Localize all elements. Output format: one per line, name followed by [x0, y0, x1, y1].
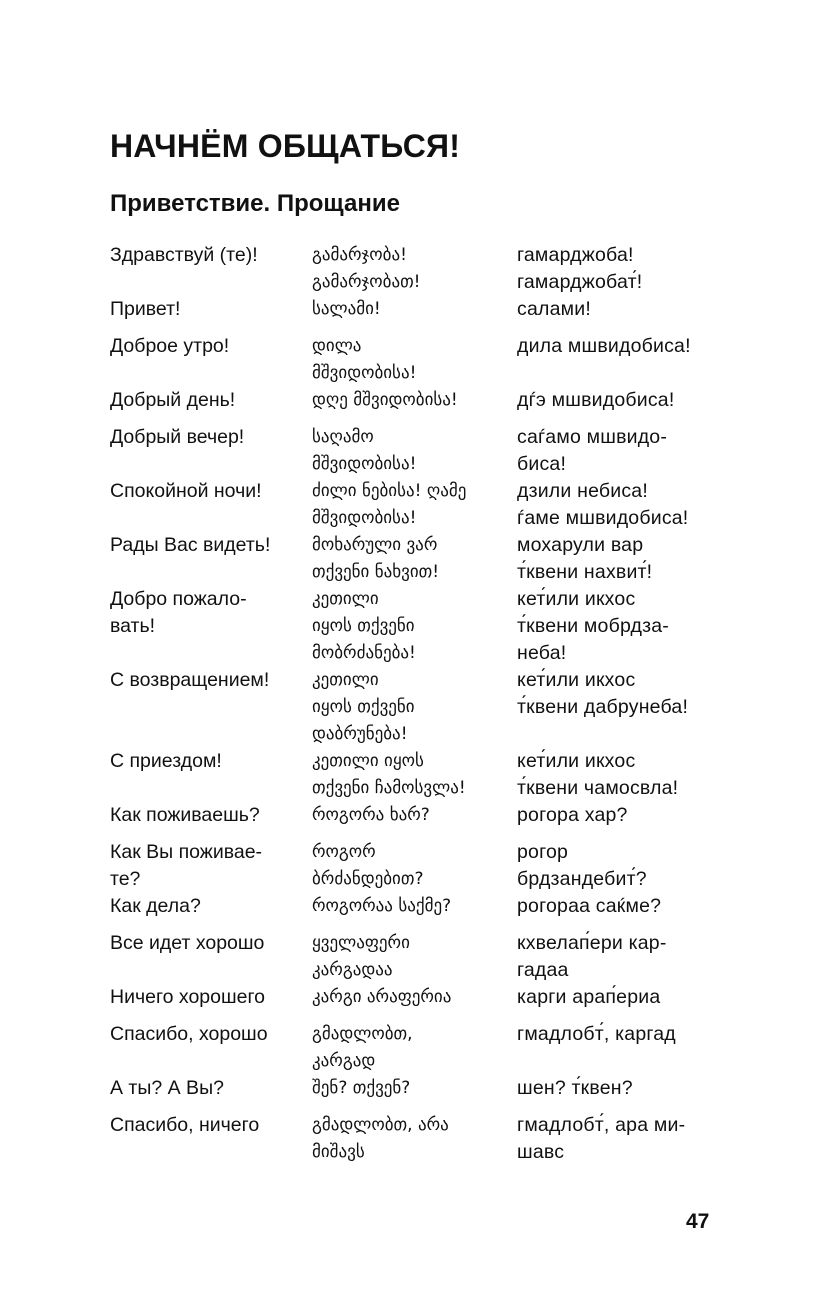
- transliteration: [517, 1021, 717, 1048]
- transliteration: [517, 1075, 717, 1102]
- transliteration-line: рогора хар?: [517, 804, 628, 826]
- phrase-row: [110, 984, 720, 1011]
- transliteration: [517, 1112, 717, 1166]
- transliteration-line: т́квени мобрдза-: [517, 615, 670, 637]
- transliteration-line: дзили небиса!: [517, 480, 648, 502]
- russian-phrase-line: Спасибо, ничего: [110, 1114, 260, 1136]
- russian-phrase: [110, 1075, 312, 1102]
- phrase-row: [110, 532, 720, 586]
- phrase-row: [110, 748, 720, 802]
- georgian-phrase-line: ბრძანდებით?: [312, 869, 424, 889]
- transliteration: [517, 893, 717, 920]
- russian-phrase: [110, 242, 312, 269]
- georgian-phrase-line: მობრძანება!: [312, 643, 416, 663]
- phrase-row: [110, 893, 720, 920]
- georgian-phrase-line: მშვიდობისა!: [312, 363, 417, 383]
- phrase-row: [110, 1021, 720, 1075]
- russian-phrase: [110, 748, 312, 775]
- russian-phrase: [110, 802, 312, 829]
- russian-phrase: [110, 839, 312, 893]
- georgian-phrase: [312, 586, 517, 667]
- russian-phrase: [110, 333, 312, 360]
- phrase-table: [110, 242, 720, 1166]
- georgian-phrase-line: კეთილი: [312, 589, 379, 609]
- georgian-phrase: [312, 532, 517, 586]
- transliteration-line: кхвелап́ери кар-: [517, 932, 667, 954]
- georgian-phrase: [312, 667, 517, 748]
- transliteration: [517, 802, 717, 829]
- russian-phrase-line: С возвращением!: [110, 669, 270, 691]
- georgian-phrase: [312, 930, 517, 984]
- georgian-phrase-line: კარგი არაფერია: [312, 987, 452, 1007]
- georgian-phrase-line: თქვენი ჩამოსვლა!: [312, 778, 466, 798]
- georgian-phrase: [312, 802, 517, 829]
- georgian-phrase-line: ყველაფერი: [312, 933, 410, 953]
- russian-phrase: [110, 387, 312, 414]
- russian-phrase-line: Добрый вечер!: [110, 426, 245, 448]
- phrase-row: [110, 478, 720, 532]
- georgian-phrase-line: თქვენი ნახვით!: [312, 562, 440, 582]
- georgian-phrase: [312, 478, 517, 532]
- section-title: Приветствие. Прощание: [110, 190, 400, 217]
- transliteration-line: рогор: [517, 841, 569, 863]
- phrase-row: [110, 802, 720, 829]
- transliteration-line: т́квени чамосвла!: [517, 777, 679, 799]
- phrase-row: [110, 586, 720, 667]
- transliteration: [517, 532, 717, 586]
- russian-phrase-line: А ты? А Вы?: [110, 1077, 224, 1099]
- phrase-row: [110, 296, 720, 323]
- transliteration: [517, 839, 717, 893]
- georgian-phrase: [312, 984, 517, 1011]
- georgian-phrase-line: დღე მშვიდობისა!: [312, 390, 458, 410]
- georgian-phrase-line: მშვიდობისა!: [312, 454, 417, 474]
- georgian-phrase: [312, 333, 517, 387]
- russian-phrase-line: Как дела?: [110, 895, 201, 917]
- russian-phrase: [110, 532, 312, 559]
- georgian-phrase-line: იყოს თქვენი: [312, 616, 415, 636]
- georgian-phrase-line: როგორ: [312, 842, 376, 862]
- russian-phrase: [110, 1112, 312, 1139]
- phrase-row: [110, 387, 720, 414]
- russian-phrase-line: Спокойной ночи!: [110, 480, 262, 502]
- transliteration-line: гадаа: [517, 959, 569, 981]
- transliteration-line: т́квени нахвит́!: [517, 561, 653, 583]
- phrase-row: [110, 667, 720, 748]
- transliteration: [517, 242, 717, 296]
- russian-phrase-line: С приездом!: [110, 750, 222, 772]
- russian-phrase-line: Рады Вас видеть!: [110, 534, 271, 556]
- georgian-phrase: [312, 748, 517, 802]
- transliteration: [517, 424, 717, 478]
- georgian-phrase: [312, 424, 517, 478]
- russian-phrase-line: те?: [110, 868, 141, 890]
- transliteration-line: кет́или икхос: [517, 669, 636, 691]
- georgian-phrase-line: მიშავს: [312, 1142, 365, 1162]
- georgian-phrase-line: ძილი ნებისა! ღამე: [312, 481, 467, 501]
- page-heading: НАЧНЁМ ОБЩАТЬСЯ!: [110, 128, 461, 164]
- phrase-row: [110, 1112, 720, 1166]
- georgian-phrase-line: მოხარული ვარ: [312, 535, 438, 555]
- transliteration-line: биса!: [517, 453, 567, 475]
- russian-phrase: [110, 667, 312, 694]
- georgian-phrase-line: დაბრუნება!: [312, 724, 408, 744]
- transliteration: [517, 387, 717, 414]
- georgian-phrase-line: კარგადაა: [312, 960, 393, 980]
- georgian-phrase-line: გმადლობთ, არა: [312, 1115, 449, 1135]
- russian-phrase: [110, 478, 312, 505]
- georgian-phrase-line: საღამო: [312, 427, 374, 447]
- transliteration: [517, 667, 717, 721]
- transliteration-line: гамарджобат́!: [517, 271, 643, 293]
- transliteration: [517, 748, 717, 802]
- transliteration: [517, 930, 717, 984]
- transliteration-line: неба!: [517, 642, 567, 664]
- georgian-phrase-line: კეთილი იყოს: [312, 751, 424, 771]
- transliteration: [517, 478, 717, 532]
- phrase-row: [110, 242, 720, 296]
- georgian-phrase-line: გმადლობთ,: [312, 1024, 413, 1044]
- transliteration-line: рогораа саќме?: [517, 895, 662, 917]
- russian-phrase-line: Добро пожало-: [110, 588, 247, 610]
- russian-phrase: [110, 930, 312, 957]
- georgian-phrase: [312, 1021, 517, 1075]
- russian-phrase-line: Здравствуй (те)!: [110, 244, 258, 266]
- georgian-phrase: [312, 296, 517, 323]
- phrase-row: [110, 1075, 720, 1102]
- georgian-phrase-line: კეთილი: [312, 670, 379, 690]
- transliteration-line: шен? т́квен?: [517, 1077, 633, 1099]
- transliteration-line: мохарули вар: [517, 534, 644, 556]
- georgian-phrase: [312, 893, 517, 920]
- transliteration: [517, 296, 717, 323]
- russian-phrase-line: вать!: [110, 615, 156, 637]
- georgian-phrase-line: იყოს თქვენი: [312, 697, 415, 717]
- phrase-row: [110, 424, 720, 478]
- transliteration-line: карги арап́ериа: [517, 986, 661, 1008]
- russian-phrase-line: Привет!: [110, 298, 181, 320]
- georgian-phrase: [312, 1075, 517, 1102]
- transliteration: [517, 586, 717, 667]
- georgian-phrase-line: გამარჯობათ!: [312, 272, 421, 292]
- transliteration-line: гамарджоба!: [517, 244, 634, 266]
- phrase-row: [110, 930, 720, 984]
- transliteration-line: брдзандебит́?: [517, 868, 647, 890]
- russian-phrase: [110, 984, 312, 1011]
- transliteration: [517, 984, 717, 1011]
- transliteration-line: дила мшвидобиса!: [517, 335, 691, 357]
- georgian-phrase: [312, 387, 517, 414]
- russian-phrase-line: Доброе утро!: [110, 335, 230, 357]
- georgian-phrase: [312, 839, 517, 893]
- russian-phrase: [110, 893, 312, 920]
- russian-phrase-line: Добрый день!: [110, 389, 236, 411]
- georgian-phrase-line: როგორაა საქმე?: [312, 896, 452, 916]
- georgian-phrase-line: გამარჯობა!: [312, 245, 407, 265]
- transliteration-line: саѓамо мшвидо-: [517, 426, 668, 448]
- transliteration-line: кет́или икхос: [517, 750, 636, 772]
- transliteration-line: салами!: [517, 298, 591, 320]
- phrase-row: [110, 333, 720, 387]
- transliteration: [517, 333, 717, 360]
- georgian-phrase: [312, 1112, 517, 1166]
- russian-phrase-line: Как поживаешь?: [110, 804, 260, 826]
- russian-phrase: [110, 1021, 312, 1048]
- russian-phrase-line: Все идет хорошо: [110, 932, 265, 954]
- transliteration-line: кет́или икхос: [517, 588, 636, 610]
- russian-phrase-line: Спасибо, хорошо: [110, 1023, 268, 1045]
- transliteration-line: гмадлобт́, каргад: [517, 1023, 676, 1045]
- russian-phrase-line: Как Вы поживае-: [110, 841, 263, 863]
- russian-phrase: [110, 586, 312, 640]
- georgian-phrase-line: შენ? თქვენ?: [312, 1078, 411, 1098]
- georgian-phrase-line: როგორა ხარ?: [312, 805, 430, 825]
- georgian-phrase-line: კარგად: [312, 1051, 376, 1071]
- transliteration-line: т́квени дабрунеба!: [517, 696, 689, 718]
- transliteration-line: шавс: [517, 1141, 565, 1163]
- georgian-phrase: [312, 242, 517, 296]
- transliteration-line: ѓаме мшвидобиса!: [517, 507, 689, 529]
- transliteration-line: дѓэ мшвидобиса!: [517, 389, 675, 411]
- georgian-phrase-line: დილა: [312, 336, 362, 356]
- georgian-phrase-line: მშვიდობისა!: [312, 508, 417, 528]
- russian-phrase-line: Ничего хорошего: [110, 986, 266, 1008]
- transliteration-line: гмадлобт́, ара ми-: [517, 1114, 686, 1136]
- phrase-row: [110, 839, 720, 893]
- russian-phrase: [110, 296, 312, 323]
- russian-phrase: [110, 424, 312, 451]
- georgian-phrase-line: სალამი!: [312, 299, 381, 319]
- page-number: 47: [686, 1210, 710, 1233]
